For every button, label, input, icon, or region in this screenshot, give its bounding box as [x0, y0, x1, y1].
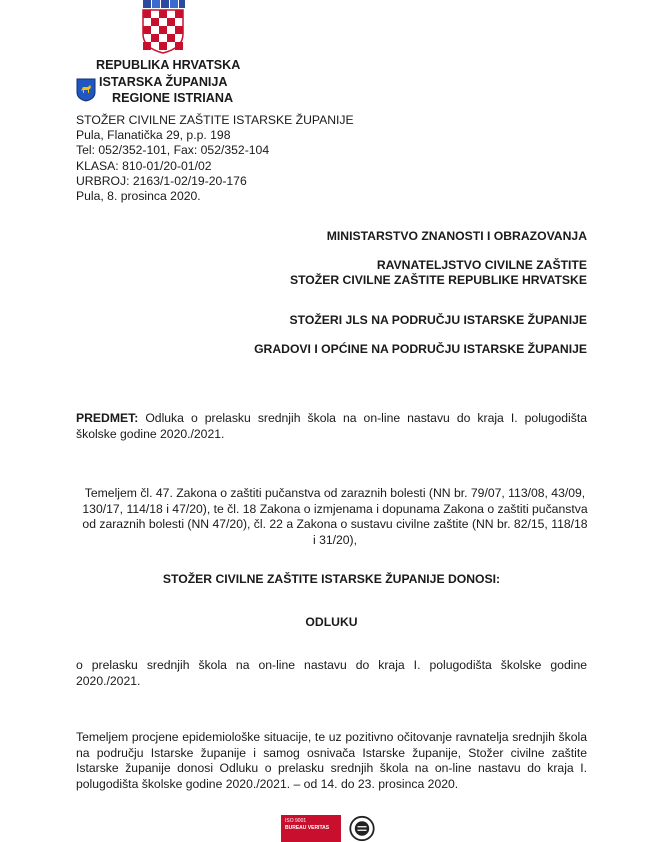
certification-badge	[281, 815, 381, 842]
sender-line: URBROJ: 2163/1-02/19-20-176	[76, 173, 247, 188]
recipient: RAVNATELJSTVO CIVILNE ZAŠTITE	[376, 258, 587, 272]
decision-body: Temeljem procjene epidemiološke situacije, te uz pozitivno očitovanje ravnatelja srednjih škola na području Istarske županije i samog osnivača Istarske županije, Stožer civilne zaštite Istarske županije donosi Odluku o prelasku srednjih škola na on-line nastavu do kraja I. polugodišta školske godine 2020./2021. – od 14. do 23. prosinca 2020.	[76, 730, 587, 791]
country-name: REPUBLIKA HRVATSKA	[96, 58, 241, 72]
region-name: REGIONE ISTRIANA	[112, 91, 234, 105]
legal-basis-paragraph: Temeljem čl. 47. Zakona o zaštiti pučanstva od zaraznih bolesti (NN br. 79/07, 113/08, 43/09, 130/17, 114/18 i 47/20), te čl. 18 Zakona o izmjenama i dopunama Zakona o zaštiti pučanstva od zaraznih bolesti (NN 47/20), čl. 22 a Zakona o sustavu civilne zaštite (NN br. 82/15, 118/18 i 31/20),	[82, 486, 588, 547]
bureau-veritas-seal-icon	[347, 815, 377, 842]
croatian-coat-of-arms-icon	[139, 0, 187, 54]
sender-line: Pula, 8. prosinca 2020.	[76, 189, 201, 204]
subject-paragraph	[76, 411, 587, 442]
subject-text: Odluka o prelasku srednjih škola na on-line nastavu do kraja I. polugodišta školske godine 2020./2021.	[76, 411, 587, 441]
iso-badge	[281, 815, 341, 842]
sender-line: STOŽER CIVILNE ZAŠTITE ISTARSKE ŽUPANIJE	[76, 113, 354, 127]
sender-line: Tel: 052/352-101, Fax: 052/352-104	[76, 143, 270, 158]
decision-subject: o prelasku srednjih škola na on-line nastavu do kraja I. polugodišta školske godine 2020./2021.	[76, 658, 587, 688]
iso-label: ISO 9001	[285, 818, 307, 824]
issuer-line: STOŽER CIVILNE ZAŠTITE ISTARSKE ŽUPANIJE DONOSI:	[162, 572, 501, 586]
certifier-name: BUREAU VERITAS	[285, 825, 330, 831]
sender-line: Pula, Flanatička 29, p.p. 198	[76, 128, 231, 143]
recipient: MINISTARSTVO ZNANOSTI I OBRAZOVANJA	[326, 229, 587, 243]
subject-label: PREDMET:	[76, 411, 139, 425]
recipient: GRADOVI I OPĆINE NA PODRUČJU ISTARSKE ŽUPANIJE	[254, 342, 587, 356]
sender-line: KLASA: 810-01/20-01/02	[76, 158, 212, 173]
sender-block	[76, 113, 354, 204]
recipient: STOŽER CIVILNE ZAŠTITE REPUBLIKE HRVATSKE	[289, 273, 587, 287]
istria-goat-shield-icon	[76, 78, 96, 102]
recipient: STOŽERI JLS NA PODRUČJU ISTARSKE ŽUPANIJE	[289, 313, 587, 327]
county-name: ISTARSKA ŽUPANIJA	[99, 75, 228, 89]
decision-title: ODLUKU	[305, 615, 358, 629]
